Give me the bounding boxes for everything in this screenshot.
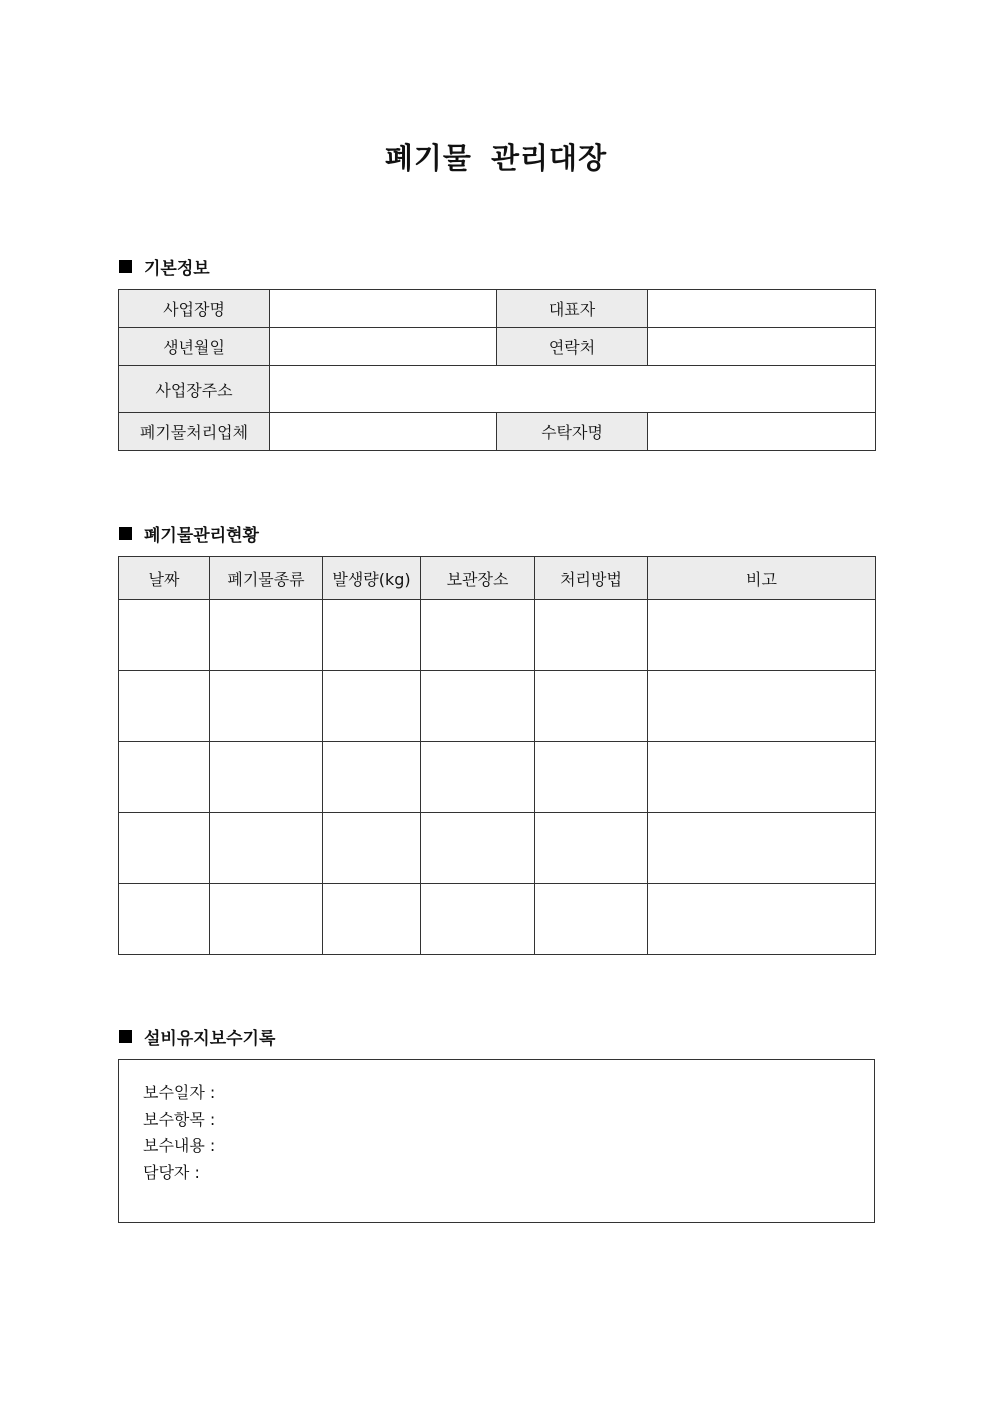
table-row: [119, 290, 876, 328]
square-bullet-icon: [119, 260, 132, 273]
section-basic-info-heading: [119, 254, 210, 279]
table-header-row: [119, 557, 876, 600]
page-title: 폐기물 관리대장: [384, 141, 608, 175]
column-header-storage: 보관장소: [421, 557, 535, 600]
table-cell[interactable]: [421, 600, 535, 671]
basic-info-table: [118, 289, 876, 451]
business-name-field[interactable]: [270, 290, 497, 328]
column-header-remarks: 비고: [648, 557, 876, 600]
representative-field[interactable]: [648, 290, 876, 328]
table-row: [119, 413, 876, 451]
table-cell[interactable]: [119, 813, 210, 884]
disposal-company-label: 폐기물처리업체: [119, 413, 270, 451]
table-cell[interactable]: [323, 813, 421, 884]
table-cell[interactable]: [119, 600, 210, 671]
table-cell[interactable]: [323, 742, 421, 813]
table-row: [119, 366, 876, 413]
square-bullet-icon: [119, 1030, 132, 1043]
trustee-name-label: 수탁자명: [497, 413, 648, 451]
table-cell[interactable]: [648, 742, 876, 813]
section-title: 폐기물관리현황: [144, 526, 259, 546]
table-cell[interactable]: [648, 600, 876, 671]
contact-field[interactable]: [648, 328, 876, 366]
birth-date-field[interactable]: [270, 328, 497, 366]
column-header-method: 처리방법: [535, 557, 648, 600]
table-cell[interactable]: [535, 600, 648, 671]
table-row: [119, 600, 876, 671]
table-cell[interactable]: [421, 742, 535, 813]
square-bullet-icon: [119, 527, 132, 540]
table-cell[interactable]: [119, 671, 210, 742]
repair-date-line: 보수일자 :: [143, 1083, 216, 1102]
table-cell[interactable]: [421, 671, 535, 742]
birth-date-label: 생년월일: [119, 328, 270, 366]
table-cell[interactable]: [421, 813, 535, 884]
table-cell[interactable]: [210, 600, 323, 671]
table-cell[interactable]: [648, 884, 876, 955]
table-cell[interactable]: [535, 742, 648, 813]
table-cell[interactable]: [535, 884, 648, 955]
column-header-amount: 발생량(kg): [323, 557, 421, 600]
table-cell[interactable]: [119, 742, 210, 813]
table-cell[interactable]: [210, 671, 323, 742]
table-row: [119, 671, 876, 742]
section-title: 설비유지보수기록: [144, 1029, 276, 1049]
table-cell[interactable]: [648, 813, 876, 884]
disposal-company-field[interactable]: [270, 413, 497, 451]
section-maintenance-heading: [119, 1024, 275, 1049]
table-cell[interactable]: [535, 813, 648, 884]
table-row: [119, 813, 876, 884]
business-name-label: 사업장명: [119, 290, 270, 328]
column-header-date: 날짜: [119, 557, 210, 600]
contact-label: 연락처: [497, 328, 648, 366]
table-cell[interactable]: [535, 671, 648, 742]
table-cell[interactable]: [210, 742, 323, 813]
table-cell[interactable]: [210, 813, 323, 884]
table-cell[interactable]: [323, 671, 421, 742]
address-field[interactable]: [270, 366, 876, 413]
waste-status-table: [118, 556, 876, 955]
table-cell[interactable]: [210, 884, 323, 955]
table-row: [119, 328, 876, 366]
table-row: [119, 884, 876, 955]
trustee-name-field[interactable]: [648, 413, 876, 451]
repair-item-line: 보수항목 :: [143, 1109, 216, 1129]
table-row: [119, 742, 876, 813]
maintenance-record-box[interactable]: [118, 1059, 875, 1223]
repair-content-line: 보수내용 :: [143, 1136, 216, 1155]
table-cell[interactable]: [323, 600, 421, 671]
column-header-waste-type: 폐기물종류: [210, 557, 323, 600]
address-label: 사업장주소: [119, 366, 270, 413]
table-cell[interactable]: [119, 884, 210, 955]
manager-line: 담당자 :: [143, 1162, 200, 1182]
section-status-heading: [119, 521, 259, 546]
table-cell[interactable]: [323, 884, 421, 955]
section-title: 기본정보: [144, 259, 210, 279]
table-cell[interactable]: [648, 671, 876, 742]
table-cell[interactable]: [421, 884, 535, 955]
representative-label: 대표자: [497, 290, 648, 328]
